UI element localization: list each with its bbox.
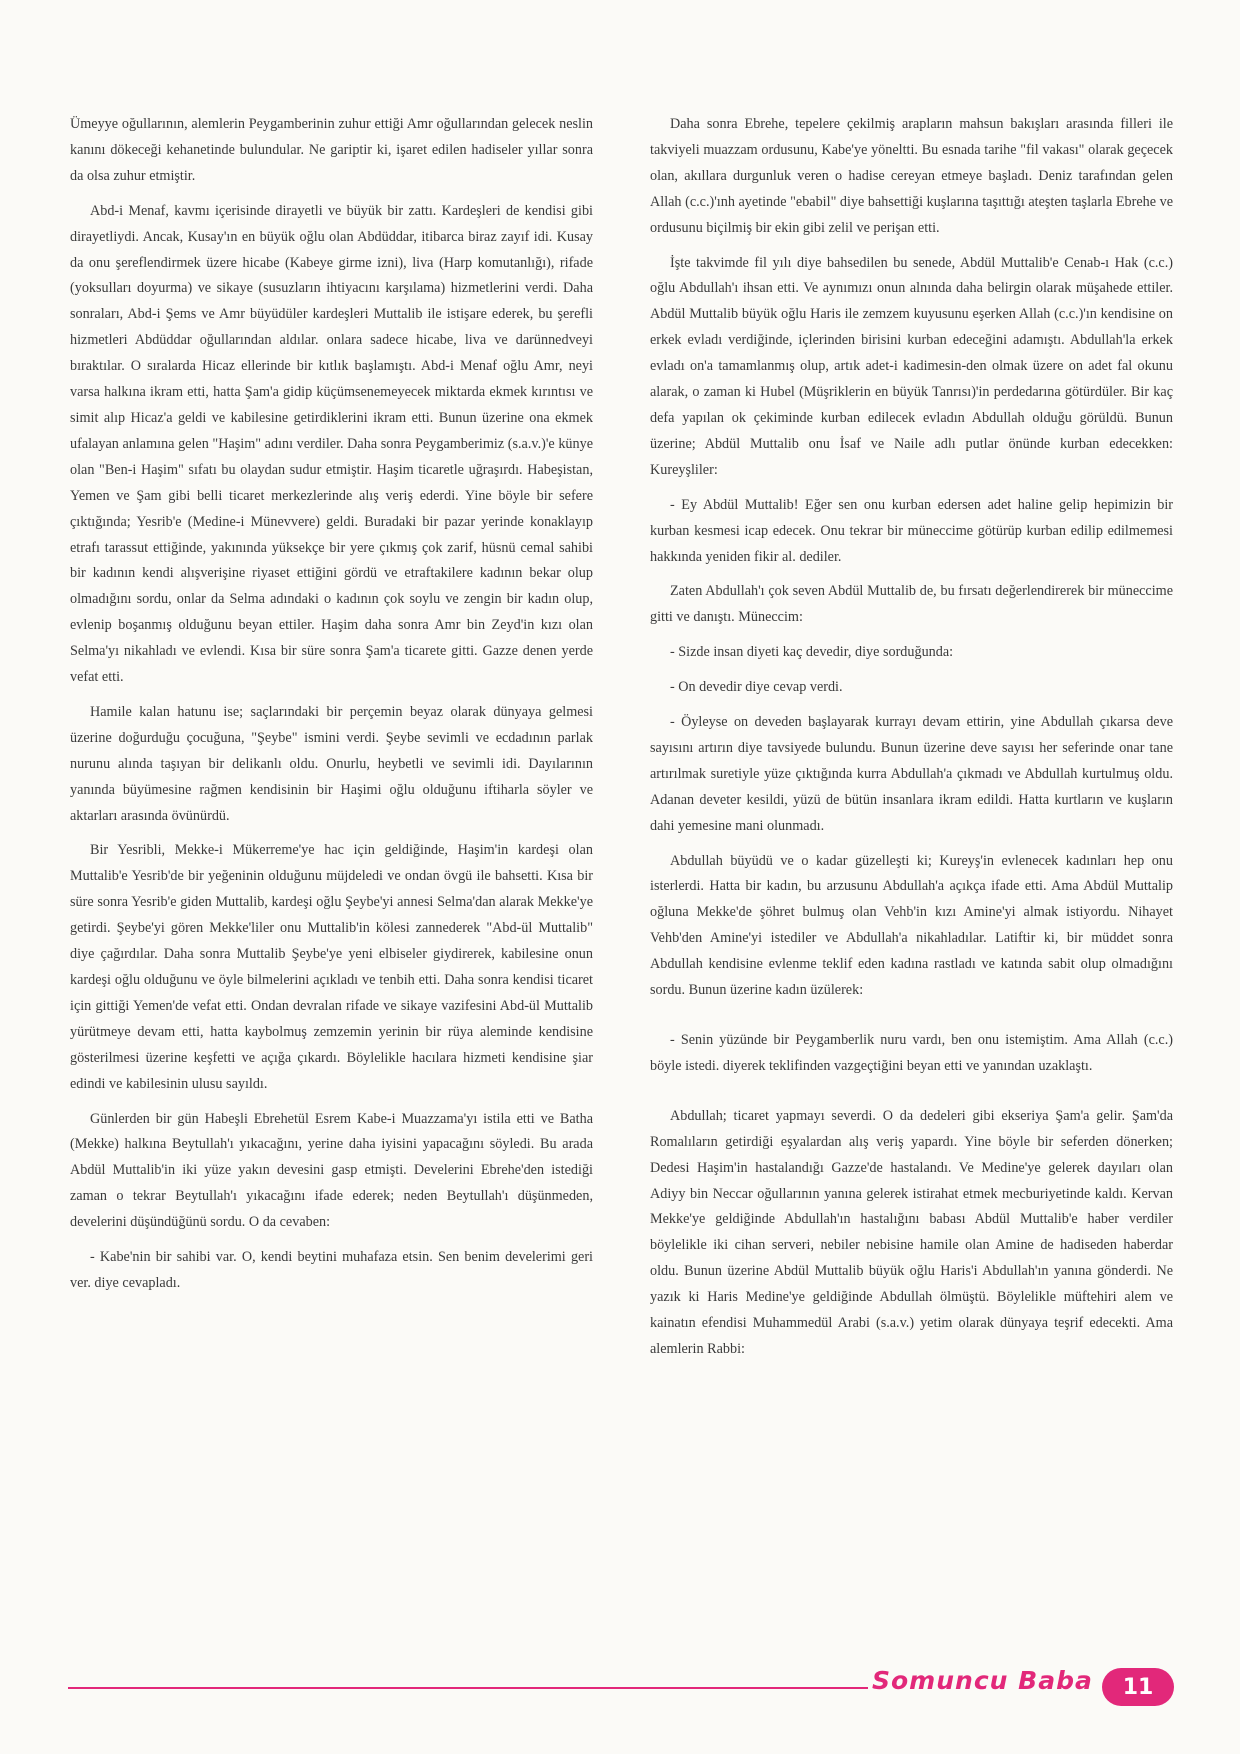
- paragraph: Bir Yesribli, Mekke-i Mükerreme'ye hac için geldiğinde, Haşim'in kardeşi olan Muttalib'e Yesrib'de bir yeğeninin olduğunu müjdeledi ve ondan övgü ile bahsetti. Kısa bir süre sonra Yesrib'e giden Muttalib, kardeşi oğlu Şeybe'yi annesi Selma'dan alarak Mekke'ye getirdi. Şeybe'yi gören Mekke'liler onu Muttalib'in kölesi zannederek "Abd-ül Muttalib" diye çağırdılar. Daha sonra Muttalib Şeybe'ye yeni elbiseler giydirerek, kabilesine onun kardeşi oğlu olduğunu ve öyle bilmelerini açıkladı ve tenbih etti. Daha sonra kendisi ticaret için gittiği Yemen'de vefat etti. Ondan devralan rifade ve sikaye vazifesini Abd-ül Muttalib yürütmeye devam etti, hatta kaybolmuş zemzemin yerinin bir rüya aleminde kendisine gösterilmesi üzerine keşfetti ve açığa çıkardı. Böylelikle hacılara hizmeti kendisine şiar edindi ve kabilesinin ulusu sayıldı.: [70, 842, 593, 1092]
- footer-rule: [68, 1687, 868, 1689]
- paragraph: - Öyleyse on deveden başlayarak kurrayı devam ettirin, yine Abdullah çıkarsa deve sayısını artırın diye tavsiyede bulundu. Bunun üzerine deve sayısı her seferinde onar tane artırılmak suretiyle yüze çıktığında kurra Abdullah'a çıkmadı ve Abdullah kurtulmuş oldu. Adanan deveter kesildi, yüzü de bütün insanlara ikram edildi. Hatta kurtların ve kuşların dahi yemesine mani olunmadı.: [650, 714, 1173, 834]
- paragraph: İşte takvimde fil yılı diye bahsedilen bu senede, Abdül Muttalib'e Cenab-ı Hak (c.c.) oğlu Abdullah'ı ihsan etti. Ve aynımızı onun alnında daha belirgin olarak müşahede ettiler. Abdül Muttalib büyük oğlu Haris ile zemzem kuyusunu eşerken Allah (c.c.)'ın kendisine on erkek evladı verdiğinde, içlerinden birisini kurban edeceğini adamıştı. Abdullah'la erkek evladı on'a tamamlanmış olup, artık adet-i kadimesin-den olmak üzere on adet fal okunu alarak, o zaman ki Hubel (Müşriklerin en büyük Tanrısı)'in perdedarına götürdüler. Bir kaç defa yapılan ok çekiminde kurban edilecek evladın Abdullah olduğu görüldü. Bunun üzerine; Abdül Muttalib onu İsaf ve Naile adlı putlar önünde kurban edecekken: Kureyşliler:: [650, 254, 1173, 478]
- paragraph: Hamile kalan hatunu ise; saçlarındaki bir perçemin beyaz olarak dünyaya gelmesi üzerine doğurduğu çocuğuna, "Şeybe" ismini verdi. Şeybe sevimli ve ecdadının parlak nurunu alında taşıyan bir delikanlı oldu. Onurlu, heybetli ve sevimli idi. Dayılarının yanında büyümesine rağmen kendisinin bir Haşimi oğlu olduğunu iftiharla söyler ve aktarları arasında övünürdü.: [70, 703, 593, 824]
- paragraph: Abdullah büyüdü ve o kadar güzelleşti ki; Kureyş'in evlenecek kadınları hep onu isterlerdi. Hatta bir kadın, bu arzusunu Abdullah'a açıkça ifade etti. Ama Abdül Muttalip oğluna Mekke'de şöhret bulmuş olan Vehb'in kızı Amine'yi almak istiyordu. Nihayet Vehb'den Amine'yi istediler ve Abdullah'a nikahladılar. Latiftir ki, bir müddet sonra Abdullah kendisine evlenme teklif eden kadına rastladı ve katında sabit olup olmadığını sordu. Bunun üzerine kadın üzülerek:: [650, 852, 1173, 999]
- paragraph: Zaten Abdullah'ı çok seven Abdül Muttalib de, bu fırsatı değerlendirerek bir müneccime gitti ve danıştı. Müneccim:: [650, 583, 1173, 626]
- paragraph: Abdullah; ticaret yapmayı severdi. O da dedeleri gibi ekseriya Şam'a gelir. Şam'da Romalıların getirdiği eşyalardan alış veriş yapardı. Yine böyle bir seferden dönerken; Dedesi Haşim'in hastalandığı Gazze'de hastalandı. Ve Medine'ye gelerek dayıları olan Adiyy bin Neccar oğullarının yanına gelerek istirahat etmek mecburiyetinde kaldı. Kervan Mekke'ye geldiğinde Abdullah'ın hastalığını babası Abdül Muttalib'e haber verdiler böylelikle iki cihan serveri, nebiler nebisine hamile olan Amine de hadiseden haberdar oldu. Bunun üzerine Abdül Muttalib büyük oğlu Haris'i Abdullah'ın yanına gönderdi. Ne yazık ki Haris Medine'ye geldiğinde Abdullah ölmüştü. Böylelikle müftehiri alem ve kainatın efendisi Muhammedül Arabi (s.a.v.) yetim olarak dünyaya teşrif edecekti. Ama alemlerin Rabbi:: [650, 1107, 1173, 1357]
- paragraph: - On devedir diye cevap verdi.: [670, 679, 843, 696]
- paragraph: - Sizde insan diyeti kaç devedir, diye sorduğunda:: [670, 644, 954, 661]
- paragraph: - Kabe'nin bir sahibi var. O, kendi beytini muhafaza etsin. Sen benim develerimi geri ver. diye cevapladı.: [70, 1249, 593, 1291]
- left-column: [70, 112, 593, 1306]
- paragraph: Daha sonra Ebrehe, tepelere çekilmiş arapların mahsun bakışları arasında filleri ile takviyeli muazzam ordusunu, Kabe'ye yöneltti. Bu esnada tarihe "fil vakası" olarak geçecek olan, akıllara durgunluk veren o hadise cereyan etmeye başladı. Deniz tarafından gelen Allah (c.c.)'ınh ayetinde "ebabil" diye bahsettiği kuşlarına taşıttığı ateşten taşlarla Ebrehe ve ordusunu biçilmiş bir ekin gibi zelil ve perişan etti.: [650, 116, 1173, 236]
- paragraph: Abd-i Menaf, kavmı içerisinde dirayetli ve büyük bir zattı. Kardeşleri de kendisi gibi dirayetliydi. Ancak, Kusay'ın en büyük oğlu olan Abdüddar, itibarca biraz zayıf idi. Kusay da onu şereflendirmek üzere hicabe (Kabeye girme izni), liva (Harp komutanlığı), rifade (yoksulları doyurma) ve sikaye (susuzların ihtiyacını karşılama) hizmetlerini verdi. Daha sonraları, Abd-i Şems ve Amr büyüdüler kardeşleri Muttalib ile istişare ederek, bu şerefli hizmetleri Abdüddar oğullarından aldılar. onlara sadece hicabe, liva ve darünnedveyi bıraktılar. O sıralarda Hicaz ellerinde bir kıtlık başlamıştı. Abd-i Menaf oğlu Amr, neyi varsa halkına ikram etti, hatta Şam'a gidip küçümsenemeyecek miktarda ekmek kırıntısı ve simit alıp Hicaz'a geldi ve kabilesine getirdiklerini ikram etti. Bunun üzerine ona ekmek ufalayan anlamına gelen "Haşim" adını verdiler. Daha sonra Peygamberimiz (s.a.v.)'e künye olan "Ben-i Haşim" sıfatı bu olaydan sudur etmiştir. Haşim ticaretle uğraşırdı. Habeşistan, Yemen ve Şam gibi belli ticaret merkezlerinde alış veriş ederdi. Yine böyle bir sefere çıktığında; Yesrib'e (Medine-i Münevvere) geldi. Buradaki bir pazar yerinde konaklayıp etrafı tarassut ettiğinde, yakınında yüksekçe bir yere çıkmış çok zarif, hüsnü cemal sahibi bir kadının kendi alışverişine riyaset ettiğini gördü ve etraftakilere kadının bekar olup olmadığını sordu, onlar da Selma adındaki o kadının çok soylu ve zengin bir kadın olup, evlenip boşanmış olduğunu beyan ettiler. Haşim daha sonra Amr bin Zeyd'in kızı olan Selma'yı nikahladı ve evlendi. Kısa bir süre sonra Şam'a ticarete gitti. Gazze denen yerde vefat etti.: [70, 202, 593, 686]
- paragraph: - Ey Abdül Muttalib! Eğer sen onu kurban edersen adet haline gelip hepimizin bir kurban kesmesi icap edecek. Onu tekrar bir müneccime götürüp kurban edilip edilmemesi hakkında yeniden fikir al. dediler.: [650, 496, 1173, 565]
- paragraph: Günlerden bir gün Habeşli Ebrehetül Esrem Kabe-i Muazzama'yı istila etti ve Batha (Mekke) halkına Beytullah'ı yıkacağını, yerine daha iyisini yapacağını söyledi. Bu arada Abdül Muttalib'in iki yüze yakın devesini gasp etmişti. Develerini Ebrehe'den istediği zaman o tekrar Beytullah'ı yıkacağını ifade ederek; neden Beytullah'ı düşünmeden, develerini düşündüğünü sordu. O da cevaben:: [70, 1110, 593, 1231]
- paragraph: - Senin yüzünde bir Peygamberlik nuru vardı, ben onu istemiştim. Ama Allah (c.c.) böyle istedi. diyerek teklifinden vazgeçtiğini beyan etti ve yanından uzaklaştı.: [650, 1032, 1173, 1074]
- page-number: 11: [1102, 1668, 1174, 1706]
- magazine-brand: Somuncu Baba: [872, 1666, 1093, 1695]
- paragraph: Ümeyye oğullarının, alemlerin Peygamberinin zuhur ettiği Amr oğullarından gelecek neslin kanını dökeceği kehanetinde bulundular. Ne gariptir ki, işaret edilen hadiseler yıllar sonra da olsa zuhur etmiştir.: [70, 116, 593, 184]
- right-column: [650, 112, 1173, 1372]
